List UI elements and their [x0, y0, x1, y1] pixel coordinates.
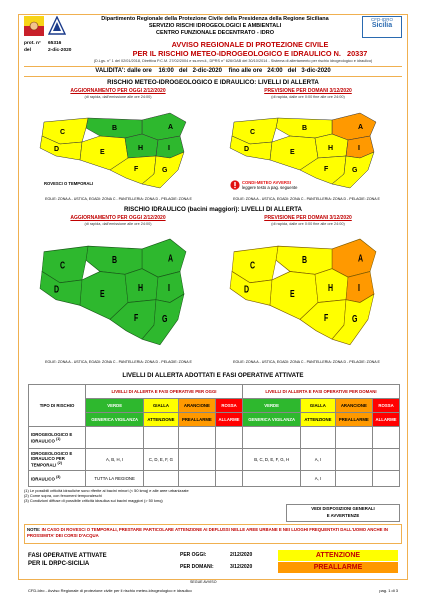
del-label: del — [24, 48, 31, 53]
svg-text:F: F — [324, 311, 329, 324]
protocol-box — [24, 40, 94, 54]
svg-text:I: I — [168, 281, 170, 294]
del-value: 2-dic-2020 — [48, 48, 72, 53]
section2-title: RISCHIO IDRAULICO (bacini maggiori): LIVELLI DI ALLERTA — [123, 206, 303, 213]
vedi-line-1: VEDI DISPOSIZIONI GENERALI — [311, 506, 375, 511]
validity-from-hour: 16:00 — [158, 68, 174, 74]
s2-left-sub: (di rapida, dall'emissione alle ore 24:00) — [84, 222, 152, 226]
s2-left-title: AGGIORNAMENTO PER OGGI 2/12/2020 — [70, 215, 166, 221]
s1-right-islands: EOLIE: ZONA A - USTICA, EGADI: ZONA C - PANTELLERIA: ZONA D - PELAGIE: ZONA E — [233, 197, 380, 201]
svg-text:F: F — [134, 311, 139, 324]
domani-rossa-head: ROSSA — [373, 399, 400, 413]
svg-text:G: G — [162, 313, 168, 325]
svg-text:C: C — [60, 259, 66, 271]
svg-text:B: B — [302, 125, 308, 132]
svg-text:D: D — [244, 283, 250, 295]
trinacria-logo-icon — [24, 16, 44, 36]
protezione-civile-logo-icon — [48, 16, 66, 36]
svg-text:E: E — [100, 287, 105, 300]
fasi-domani-phase: PREALLARME — [278, 562, 398, 573]
r2-oggi-verde: A, B, H, I — [86, 449, 144, 471]
zone-label-F: F — [134, 166, 139, 173]
s2-right-islands: EOLIE: ZONA A - USTICA, EGADI: ZONA C - PANTELLERIA: ZONA D - PELAGIE: ZONA E — [233, 360, 380, 364]
s2-left-map — [30, 232, 205, 352]
levels-table — [28, 384, 400, 487]
zone-label-I: I — [168, 145, 170, 152]
oggi-generica: GENERICA VIGILANZA — [86, 413, 144, 427]
validity-to-date: 3-dic-2020 — [301, 68, 331, 74]
zone-label-C: C — [60, 129, 66, 136]
s1-left-islands: EOLIE: ZONA A - USTICA, EGADI: ZONA C - PANTELLERIA: ZONA D - PELAGIE: ZONA E — [45, 197, 192, 201]
fasi-oggi-date: 2/12/2020 — [230, 552, 253, 558]
header — [70, 16, 360, 37]
domani-generica: GENERICA VIGILANZA — [242, 413, 300, 427]
svg-text:A: A — [358, 252, 364, 264]
svg-text:E: E — [290, 287, 295, 300]
svg-text:A: A — [168, 252, 174, 264]
note-2: (2) Come sopra, con fenomeni temporaleschi — [24, 493, 102, 499]
zone-label-E: E — [100, 149, 105, 156]
note-1: (1) Le possibili criticità idrauliche sono riferite ai bacini minori (< 50 kmq) e alle aree urbanizzate — [24, 488, 189, 493]
segue-avviso: SEGUE AVVISO — [190, 580, 217, 584]
title-line-1: AVVISO REGIONALE DI PROTEZIONE CIVILE — [171, 40, 329, 49]
svg-text:I: I — [358, 281, 360, 294]
footer — [28, 588, 398, 593]
note-label: NOTE: — [27, 527, 41, 532]
prot-label: prot. n° — [24, 41, 41, 46]
fasi-label-2: PER IL DRPC-SICILIA — [28, 561, 90, 567]
r2-oggi-gialla: C, D, E, F, G — [144, 449, 178, 471]
domani-header: LIVELLI DI ALLERTA E FASI OPERATIVE PER DOMANI — [242, 385, 399, 399]
zone-label-H: H — [138, 145, 144, 152]
svg-text:E: E — [290, 149, 295, 156]
svg-text:D: D — [54, 283, 60, 295]
tipo-rischio-header: TIPO DI RISCHIO — [29, 385, 86, 427]
s2-right-sub: (di rapida, dalle ore 0:00 fine alle ore 24:00) — [271, 222, 345, 226]
oggi-allarme: ALLARME — [216, 413, 243, 427]
fasi-domani-date: 3/12/2020 — [230, 564, 253, 570]
svg-text:C: C — [250, 129, 256, 136]
fasi-label — [28, 552, 158, 568]
svg-text:D: D — [244, 146, 250, 153]
svg-text:G: G — [352, 313, 358, 325]
svg-text:C: C — [250, 259, 256, 271]
legal-subnote: (D.Lgs. n° 1 del 02/01/2018, Direttiva P.C.M. 27/02/2004 e ss.mm.ii., DPRS n° 626/GAB del 30/10/2014 - Sistema di allertamento per rischio idrogeologico e idraulico) — [93, 59, 373, 63]
zone-label-D: D — [54, 146, 60, 153]
validity-row — [24, 66, 402, 77]
s2-right-map — [220, 232, 395, 352]
header-line-3: CENTRO FUNZIONALE DECENTRATO - IDRO — [155, 30, 275, 36]
domani-arancione-head: ARANCIONE — [335, 399, 373, 413]
svg-text:I: I — [358, 145, 360, 152]
fasi-label-1: FASI OPERATIVE ATTIVATE — [28, 553, 107, 559]
zone-label-G: G — [162, 167, 168, 174]
oggi-gialla-head: GIALLA — [144, 399, 178, 413]
cfd-logo-bottom: Sicilia — [371, 22, 393, 29]
fasi-oggi-label: PER OGGI: — [180, 552, 207, 558]
note-box — [24, 524, 402, 544]
table-notes — [24, 488, 249, 504]
note-3: (3) Condizioni diffuse di possibile criticità idraulica sui bacini maggiori (> 50 kmq) — [24, 498, 163, 504]
s1-left-title: AGGIORNAMENTO PER OGGI 2/12/2020 — [70, 88, 166, 94]
oggi-attenzione: ATTENZIONE — [144, 413, 178, 427]
s1-right-note-2: leggere testo a pag. seguente — [242, 185, 298, 190]
cfd-logo — [362, 16, 402, 38]
oggi-rossa-head: ROSSA — [216, 399, 243, 413]
validity-from-date: 2-dic-2020 — [192, 68, 222, 74]
domani-preallarme: PREALLARME — [335, 413, 373, 427]
oggi-header: LIVELLI DI ALLERTA E FASI OPERATIVE PER OGGI — [86, 385, 243, 399]
prot-value: 65316 — [48, 41, 62, 46]
fasi-oggi-phase: ATTENZIONE — [278, 550, 398, 561]
vedi-disposizioni-box — [286, 504, 400, 522]
page-title — [100, 40, 400, 58]
validity-del-2: del — [287, 68, 297, 74]
row-temporali: IDROGEOLOGICO E IDRAULICO PER TEMPORALI $^{(2)}$ — [29, 449, 86, 471]
oggi-arancione-head: ARANCIONE — [178, 399, 216, 413]
svg-text:H: H — [138, 281, 144, 294]
oggi-verde-head: VERDE — [86, 399, 144, 413]
zone-label-B: B — [112, 125, 118, 132]
validity-to-hour: 24:00 — [267, 68, 283, 74]
s2-left-islands: EOLIE: ZONA A - USTICA, EGADI: ZONA C - PANTELLERIA: ZONA D - PELAGIE: ZONA E — [45, 360, 192, 364]
s1-left-sub: (di rapida, dall'emissione alle ore 24:00) — [84, 95, 152, 99]
cfd-logo-top: CFD-IDRO — [371, 17, 393, 22]
svg-text:B: B — [302, 253, 308, 266]
row-idraulico: IDRAULICO $^{(3)}$ — [29, 471, 86, 487]
s1-right-note-1: CONDI-METEO AVVERSI — [242, 180, 291, 185]
header-line-2: SERVIZIO RISCHI IDROGEOLOGICI E AMBIENTALI — [148, 23, 282, 29]
r3-domani-gialla: A, I — [301, 471, 335, 487]
svg-text:H: H — [328, 281, 334, 294]
domani-allarme: ALLARME — [373, 413, 400, 427]
s1-left-note: ROVESCI O TEMPORALI — [44, 181, 94, 186]
table-title: LIVELLI DI ALLERTA ADOTTATI E FASI OPERATIVE ATTIVATE — [122, 372, 304, 379]
s2-right-title: PREVISIONE PER DOMANI 3/12/2020 — [264, 215, 352, 221]
domani-gialla-head: GIALLA — [301, 399, 335, 413]
note-text: IN CASO DI ROVESCI O TEMPORALI, PRESTARE PARTICOLARE ATTENZIONE AI DEFLUSSI NELLE AREE URBANE E NEI LUOGHI FREQUENTATI DALL'UOMO ANCHE IN PROSSIMITA' DEI CORSI D'ACQUA — [27, 527, 388, 538]
section1-title: RISCHIO METEO-IDROGEOLOGICO E IDRAULICO: LIVELLI DI ALLERTA — [107, 79, 319, 86]
title-line-2: PER IL RISCHIO METEO-IDROGEOLOGICO E IDRAULICO N. — [132, 49, 341, 58]
s1-right-note — [242, 180, 297, 190]
domani-attenzione: ATTENZIONE — [301, 413, 335, 427]
svg-text:H: H — [328, 145, 334, 152]
oggi-preallarme: PREALLARME — [178, 413, 216, 427]
s1-right-sub: (di rapida, dalle ore 0:00 fine alle ore 24:00) — [271, 95, 345, 99]
svg-text:B: B — [112, 253, 118, 266]
validity-del-1: del — [178, 68, 188, 74]
svg-text:A: A — [358, 124, 364, 131]
svg-text:F: F — [324, 166, 329, 173]
validity-to-label: fino alle ore — [228, 68, 263, 74]
zone-label-A: A — [168, 124, 174, 131]
r2-domani-gialla: A, I — [301, 449, 335, 471]
avviso-number: 20337 — [347, 49, 368, 58]
s1-right-title: PREVISIONE PER DOMANI 3/12/2020 — [264, 88, 352, 94]
fasi-domani-label: PER DOMANI: — [180, 564, 214, 570]
r2-domani-verde: B, C, D, E, F, G, H — [242, 449, 300, 471]
domani-verde-head: VERDE — [242, 399, 300, 413]
row-idrogeologico: IDROGEOLOGICO E IDRAULICO $^{(1)}$ — [29, 427, 86, 449]
header-line-1: Dipartimento Regionale della Protezione Civile della Presidenza della Regione Siciliana — [101, 16, 329, 22]
r3-oggi-verde: TUTTA LA REGIONE — [86, 471, 144, 487]
vedi-line-2: E AVVERTENZE — [326, 513, 360, 518]
svg-text:G: G — [352, 167, 358, 174]
warning-icon — [230, 180, 240, 190]
validity-label: VALIDITA': dalle ore — [95, 68, 152, 74]
footer-left: CFD-Idro - Avviso Regionale di protezione civile per il rischio meteo-idrogeologico e idraulico — [28, 588, 192, 593]
footer-right: pag. 1 di 3 — [379, 588, 398, 593]
